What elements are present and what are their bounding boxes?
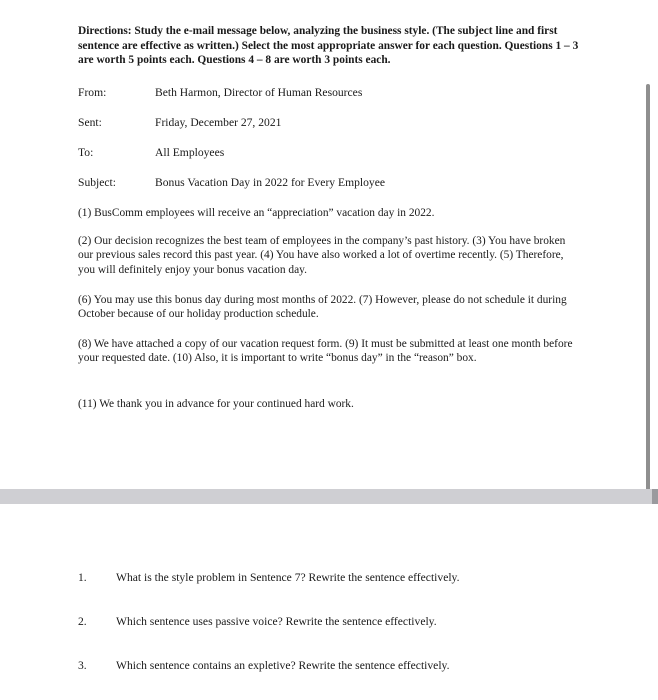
header-label: To: [78,146,94,159]
question-number: 3. [78,659,87,672]
question-number: 2. [78,615,87,628]
header-label: Sent: [78,116,102,129]
email-paragraph-3: (6) You may use this bonus day during most months of 2022. (7) However, please do not schedule it during October because of our holiday production schedule. [78,294,567,321]
email-paragraph-4: (8) We have attached a copy of our vacation request form. (9) It must be submitted at least one month before your requested date. (10) Also, it is important to write “bonus day” in the “reason” box. [78,338,573,365]
question-number: 1. [78,571,87,584]
email-paragraph-5: (11) We thank you in advance for your continued hard work. [78,398,354,410]
email-paragraph-1: (1) BusComm employees will receive an “appreciation” vacation day in 2022. [78,207,435,219]
question-text: What is the style problem in Sentence 7? Rewrite the sentence effectively. [116,571,460,584]
section-divider [0,489,658,504]
email-paragraph-2: (2) Our decision recognizes the best team of employees in the company’s past history. (3) You have broken our previous sales record this past year. (4) You have also worked a lot of overtime recently. (5) Therefore, you will definitely enjoy your bonus vacation day. [78,235,566,276]
header-label: Subject: [78,176,116,189]
header-label: From: [78,86,107,99]
header-value: All Employees [155,146,225,159]
header-value: Bonus Vacation Day in 2022 for Every Employee [155,176,386,189]
question-text: Which sentence contains an expletive? Rewrite the sentence effectively. [116,659,450,672]
divider-edge [652,489,658,504]
question-text: Which sentence uses passive voice? Rewrite the sentence effectively. [116,615,437,628]
scrollbar-thumb[interactable] [646,84,650,496]
header-value: Friday, December 27, 2021 [155,116,282,129]
directions-text: Directions: Study the e-mail message below, analyzing the business style. (The subject line and first sentence are effective as written.) Select the most appropriate answer for each question. Questions 1 – 3 are worth 5 points each. Questions 4 – 8 are worth 3 points each. [78,25,579,66]
header-value: Beth Harmon, Director of Human Resources [155,86,363,99]
